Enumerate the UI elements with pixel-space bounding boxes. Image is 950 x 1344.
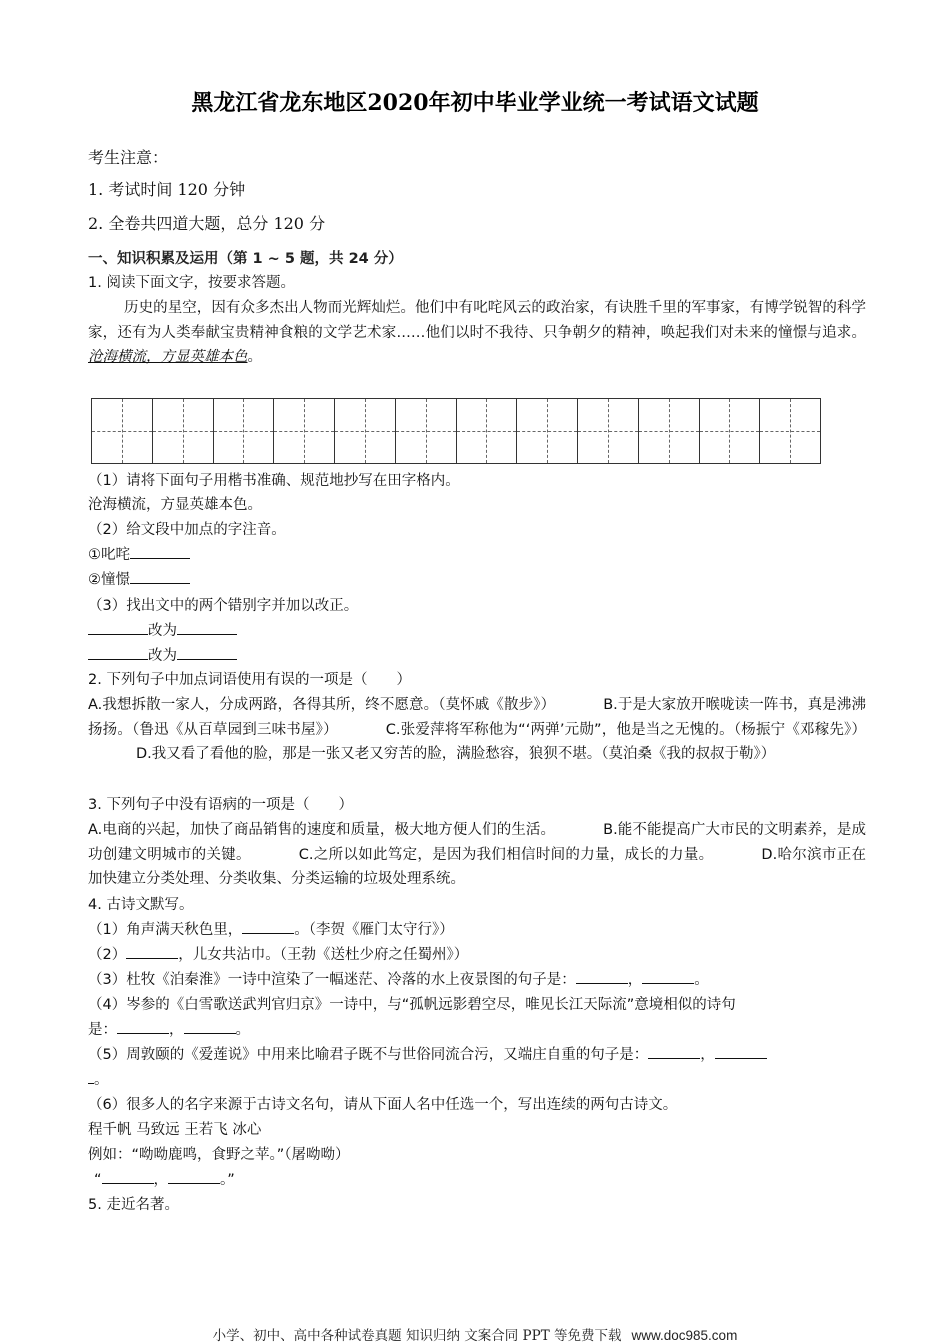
q5-stem: 5. 走近名著。 [88, 1197, 179, 1213]
q3-option-d: D.哈尔滨市正在加快建立分类处理、分类收集、分类运输的垃圾处理系统。 [88, 846, 866, 888]
tianzige-cell[interactable] [92, 399, 153, 463]
q4-sub5 [88, 1043, 864, 1068]
q2-options [88, 693, 866, 767]
cell-horizontal-guide [700, 431, 760, 432]
q4-sub3 [88, 968, 864, 993]
q2-option-a: A.我想拆散一家人，分成两路，各得其所，终不愿意。（莫怀戚《散步》） [88, 697, 556, 713]
period: 。 [220, 1172, 228, 1188]
q4-sub4-line2 [88, 1018, 864, 1043]
answer-blank[interactable] [184, 1019, 236, 1034]
q4-sub6-answer [88, 1168, 864, 1193]
tianzige-cell[interactable] [396, 399, 457, 463]
cell-horizontal-guide [457, 431, 517, 432]
q1-sub1-text: 沧海横流，方显英雄本色。 [88, 497, 262, 513]
q1-passage-end: 。 [247, 349, 262, 366]
q2-option-b: B.于是大家放开喉咙读一阵书，真是沸沸扬扬。（鲁迅《从百草园到三味书屋》） [88, 697, 866, 738]
tianzige-cell[interactable] [274, 399, 335, 463]
comma: ， [627, 972, 643, 988]
q4-names: 程千帆 马致远 王若飞 冰心 [88, 1122, 262, 1138]
q1-sub3: （3）找出文中的两个错别字并加以改正。 [88, 598, 359, 614]
cell-horizontal-guide [92, 431, 152, 432]
footer [0, 1324, 950, 1344]
notice-item-score: 2. 全卷共四道大题，总分 120 分 [88, 214, 326, 233]
cell-horizontal-guide [760, 431, 820, 432]
footer-text: 小学、初中、高中各种试卷真题 知识归纳 文案合同 PPT 等免费下载 [212, 1328, 622, 1344]
cell-horizontal-guide [274, 431, 334, 432]
q1-sub2: （2）给文段中加点的字注音。 [88, 522, 286, 538]
q3-option-a: A.电商的兴起，加快了商品销售的速度和质量，极大地方便人们的生活。 [88, 822, 556, 838]
q4-sub1-suffix: 。（李贺《雁门太守行》） [294, 922, 454, 938]
q4-sub5-text: （5）周敦颐的《爱莲说》中用来比喻君子既不与世俗同流合污，又端庄自重的句子是： [88, 1047, 649, 1063]
answer-blank[interactable] [126, 944, 178, 959]
q2-stem: 2. 下列句子中加点词语使用有误的一项是（ ） [88, 672, 411, 688]
cell-horizontal-guide [517, 431, 577, 432]
answer-blank[interactable] [168, 1169, 220, 1184]
answer-blank[interactable] [88, 620, 148, 635]
q3-stem: 3. 下列句子中没有语病的一项是（ ） [88, 797, 353, 813]
notice-heading: 考生注意： [88, 148, 169, 167]
period: 。 [94, 1072, 109, 1088]
answer-blank[interactable] [102, 1169, 154, 1184]
comma: ， [169, 1022, 184, 1038]
answer-blank[interactable] [648, 1044, 700, 1059]
q1-sub3-connector: 改为 [148, 623, 177, 639]
answer-blank[interactable] [177, 620, 237, 635]
q3-option-c: C.之所以如此笃定，是因为我们相信时间的力量，成长的力量。 [298, 846, 714, 863]
q4-example: 例如：“呦呦鹿鸣，食野之苹。”（屠呦呦） [88, 1147, 350, 1163]
q4-sub1-prefix: （1）角声满天秋色里， [88, 922, 243, 938]
q2-option-d: D.我又看了看他的脸，那是一张又老又穷苦的脸，满脸愁容，狼狈不堪。（莫泊桑《我的叔叔于勒》） [136, 746, 776, 763]
tianzige-cell[interactable] [335, 399, 396, 463]
q4-sub4-line1: （4）岑参的《白雪歌送武判官归京》一诗中，与“孤帆远影碧空尽，唯见长江天际流”意境相似的诗句 [88, 997, 736, 1013]
answer-blank[interactable] [117, 1019, 169, 1034]
cell-horizontal-guide [396, 431, 456, 432]
answer-blank[interactable] [177, 645, 237, 660]
tianzige-grid[interactable] [91, 398, 821, 464]
q1-sub3-row-1 [88, 619, 864, 644]
q1-passage-text: 历史的星空，因有众多杰出人物而光辉灿烂。他们中有叱咤风云的政治家，有诀胜千里的军事家，有博学锐智的科学家，还有为人类奉献宝贵精神食粮的文学艺术家……他们以时不我待、只争朝夕的精神，唤起我们对未来的憧憬与追求。 [88, 300, 866, 341]
q2-option-c: C.张爱萍将军称他为“‘两弹’元勋”，他是当之无愧的。（杨振宁《邓稼先》） [385, 721, 866, 738]
cell-horizontal-guide [639, 431, 699, 432]
q4-stem: 4. 古诗文默写。 [88, 897, 194, 913]
q1-sub3-row-2 [88, 644, 864, 669]
q4-sub6: （6）很多人的名字来源于古诗文名句，请从下面人名中任选一个，写出连续的两句古诗文。 [88, 1097, 678, 1113]
comma: ， [153, 1172, 169, 1188]
answer-blank[interactable] [242, 919, 294, 934]
answer-blank[interactable] [642, 969, 694, 984]
answer-blank[interactable] [88, 645, 148, 660]
exam-title: 黑龙江省龙东地区2020年初中毕业学业统一考试语文试题 [191, 90, 759, 116]
cell-horizontal-guide [578, 431, 638, 432]
tianzige-cell[interactable] [517, 399, 578, 463]
q3-option-b: B.能不能提高广大市民的文明素养，是成功创建文明城市的关键。 [88, 822, 866, 863]
q4-sub5-end [88, 1068, 864, 1093]
q1-sub2-item-2 [88, 568, 864, 593]
footer-url[interactable]: www.doc985.com [631, 1328, 738, 1343]
q1-sub2-word-1: ①叱咤 [88, 547, 130, 563]
comma: ， [700, 1047, 715, 1063]
q4-sub3-text: （3）杜牧《泊秦淮》一诗中渲染了一幅迷茫、冷落的水上夜景图的句子是： [88, 972, 576, 988]
q1-sub2-word-2: ②憧憬 [88, 572, 130, 588]
cell-horizontal-guide [153, 431, 213, 432]
close-quote: ” [227, 1172, 235, 1188]
tianzige-cell[interactable] [578, 399, 639, 463]
answer-blank[interactable] [130, 544, 190, 559]
section-1-heading: 一、知识积累及运用（第 1 ~ 5 题，共 24 分） [88, 251, 403, 267]
q1-passage [88, 296, 866, 370]
q4-sub2-suffix: ，儿女共沾巾。（王勃《送杜少府之任蜀州》） [178, 947, 469, 963]
q4-sub2-prefix: （2） [88, 947, 127, 963]
tianzige-cell[interactable] [214, 399, 275, 463]
answer-blank[interactable] [130, 569, 190, 584]
q1-sub2-item-1 [88, 543, 864, 568]
q1-sub1: （1）请将下面句子用楷书准确、规范地抄写在田字格内。 [88, 473, 460, 489]
tianzige-cell[interactable] [760, 399, 820, 463]
answer-blank[interactable] [715, 1044, 767, 1059]
q4-sub2 [88, 943, 864, 968]
q4-sub4-prefix: 是： [88, 1022, 117, 1038]
period: 。 [694, 972, 709, 988]
q4-sub1 [88, 918, 864, 943]
q3-options [88, 818, 866, 892]
cell-horizontal-guide [214, 431, 274, 432]
answer-blank[interactable] [576, 969, 628, 984]
cell-horizontal-guide [335, 431, 395, 432]
q1-passage-emphasis: 沧海横流，方显英雄本色 [88, 349, 248, 366]
q1-sub3-connector: 改为 [148, 648, 177, 664]
notice-item-time: 1. 考试时间 120 分钟 [88, 180, 246, 199]
tianzige-cell[interactable] [700, 399, 761, 463]
open-quote: “ [94, 1172, 102, 1188]
period: 。 [235, 1022, 250, 1038]
tianzige-cell[interactable] [153, 399, 214, 463]
tianzige-cell[interactable] [639, 399, 700, 463]
tianzige-cell[interactable] [457, 399, 518, 463]
q1-stem: 1. 阅读下面文字，按要求答题。 [88, 275, 295, 291]
